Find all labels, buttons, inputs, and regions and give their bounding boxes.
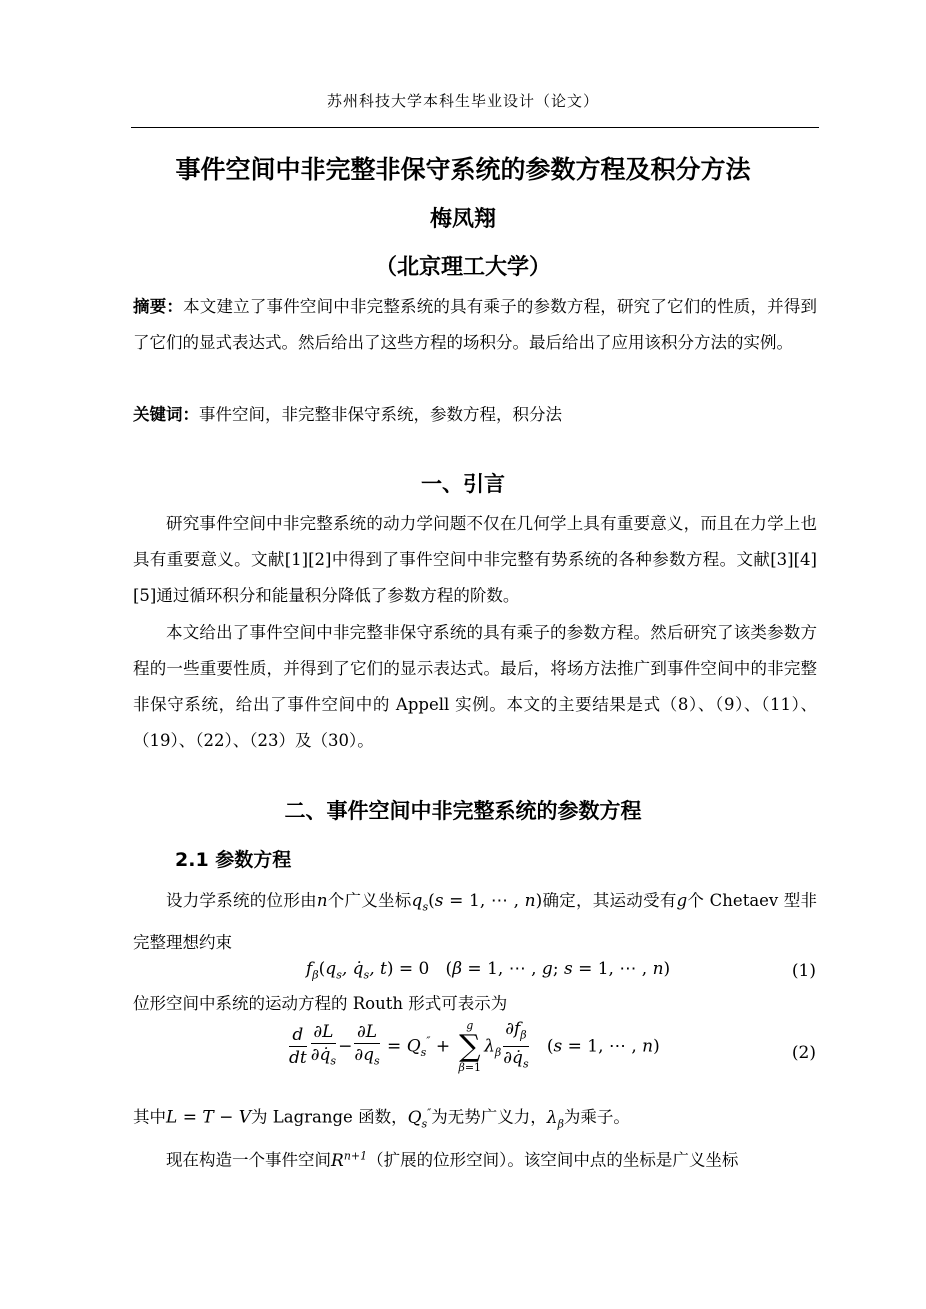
section-2-paragraph-2: 位形空间中系统的运动方程的 Routh 形式可表示为 (133, 994, 508, 1013)
text-fragment: 设力学系统的位形由 (166, 891, 317, 910)
text-fragment: 为 Lagrange 函数， (251, 1107, 408, 1127)
header-rule (131, 127, 819, 128)
abstract-label: 摘要： (133, 297, 184, 316)
page-header: 苏州科技大学本科生毕业设计（论文） (326, 92, 599, 110)
author-affiliation: （北京理工大学） (374, 255, 551, 280)
section-1-paragraph-2: 本文给出了事件空间中非完整非保守系统的具有乘子的参数方程。然后研究了该类参数方程的一些重要性质，并得到了它们的显示表达式。最后，将场方法推广到事件空间中的非完整非保守系统，给出了事件空间中的 Appell 实例。本文的主要结果是式（8）、（9）、（11）、（19）、（22）、（23）及（30）。 (133, 623, 817, 750)
keywords-label: 关键词： (133, 405, 199, 424)
section-2-heading: 二、事件空间中非完整系统的参数方程 (284, 799, 642, 823)
math-inline: L = T − V (166, 1107, 252, 1128)
abstract-text: 本文建立了事件空间中非完整系统的具有乘子的参数方程，研究了它们的性质，并得到了它们的显式表达式。然后给出了这些方程的场积分。最后给出了应用该积分方法的实例。 (133, 297, 817, 352)
abstract (133, 289, 817, 361)
equation-1: $f_\beta(q_s$, $q̇_s$, t) = 0 (β = 1, ⋯ , g; s = 1, ⋯ , n) (306, 959, 671, 982)
subsection-2-1-heading: 2.1 参数方程 (175, 849, 292, 871)
equation-2-number: (2) (791, 1043, 816, 1063)
math-inline: $R^{n+1}$ (331, 1149, 368, 1171)
keywords (133, 397, 817, 433)
section-2-paragraph-4 (133, 1138, 817, 1179)
math-inline: $q_s(s = 1$, ⋯ , n) (411, 891, 543, 914)
paper-title: 事件空间中非完整非保守系统的参数方程及积分方法 (175, 155, 751, 184)
math-inline: $\lambda_\beta$ (546, 1107, 564, 1131)
section-2-paragraph-3 (133, 1095, 817, 1142)
text-fragment: 为乘子。 (563, 1107, 630, 1127)
author-name: 梅凤翔 (429, 207, 496, 232)
text-fragment: 个 Chetaev 型非完整理想约束 (133, 891, 818, 953)
section-1-heading: 一、引言 (421, 472, 505, 496)
text-fragment: 个广义坐标 (327, 891, 412, 910)
section-2-paragraph-1: 设力学系统的位形由n个广义坐标$q_s(s = 1$, ⋯ , n)确定，其运动受有g个 Chetaev 型非完整理想约束 (133, 891, 818, 953)
keywords-text: 事件空间，非完整非保守系统，参数方程，积分法 (199, 405, 562, 424)
equation-1-number: (1) (791, 961, 816, 981)
section-1-paragraph-1: 研究事件空间中非完整系统的动力学问题不仅在几何学上具有重要意义，而且在力学上也具有重要意义。文献[1][2]中得到了事件空间中非完整有势系统的各种参数方程。文献[3][4][5]通过循环积分和能量积分降低了参数方程的阶数。 (133, 514, 817, 605)
text-fragment: 其中 (133, 1107, 166, 1127)
text-fragment: 现在构造一个事件空间 (166, 1150, 331, 1170)
text-fragment: 为无势广义力， (431, 1107, 547, 1127)
math-inline: $Q_s''$ (407, 1106, 432, 1131)
equation-2: $\frac{d}{dt}$ $\frac{\partial L}{\partial q̇_s}$ − $\frac{\partial L}{\partial q_s}$ = $Q_s''$ + g ∑ β=1 $\lambda_\beta$ $\frac{\partial f_\beta}{\partial q̇_s}$ (s = 1, ⋯ , n) (289, 1018, 660, 1074)
text-fragment: 确定，其运动受有 (542, 891, 677, 910)
text-fragment: （扩展的位形空间）。该空间中点的坐标是广义坐标 (367, 1150, 739, 1170)
